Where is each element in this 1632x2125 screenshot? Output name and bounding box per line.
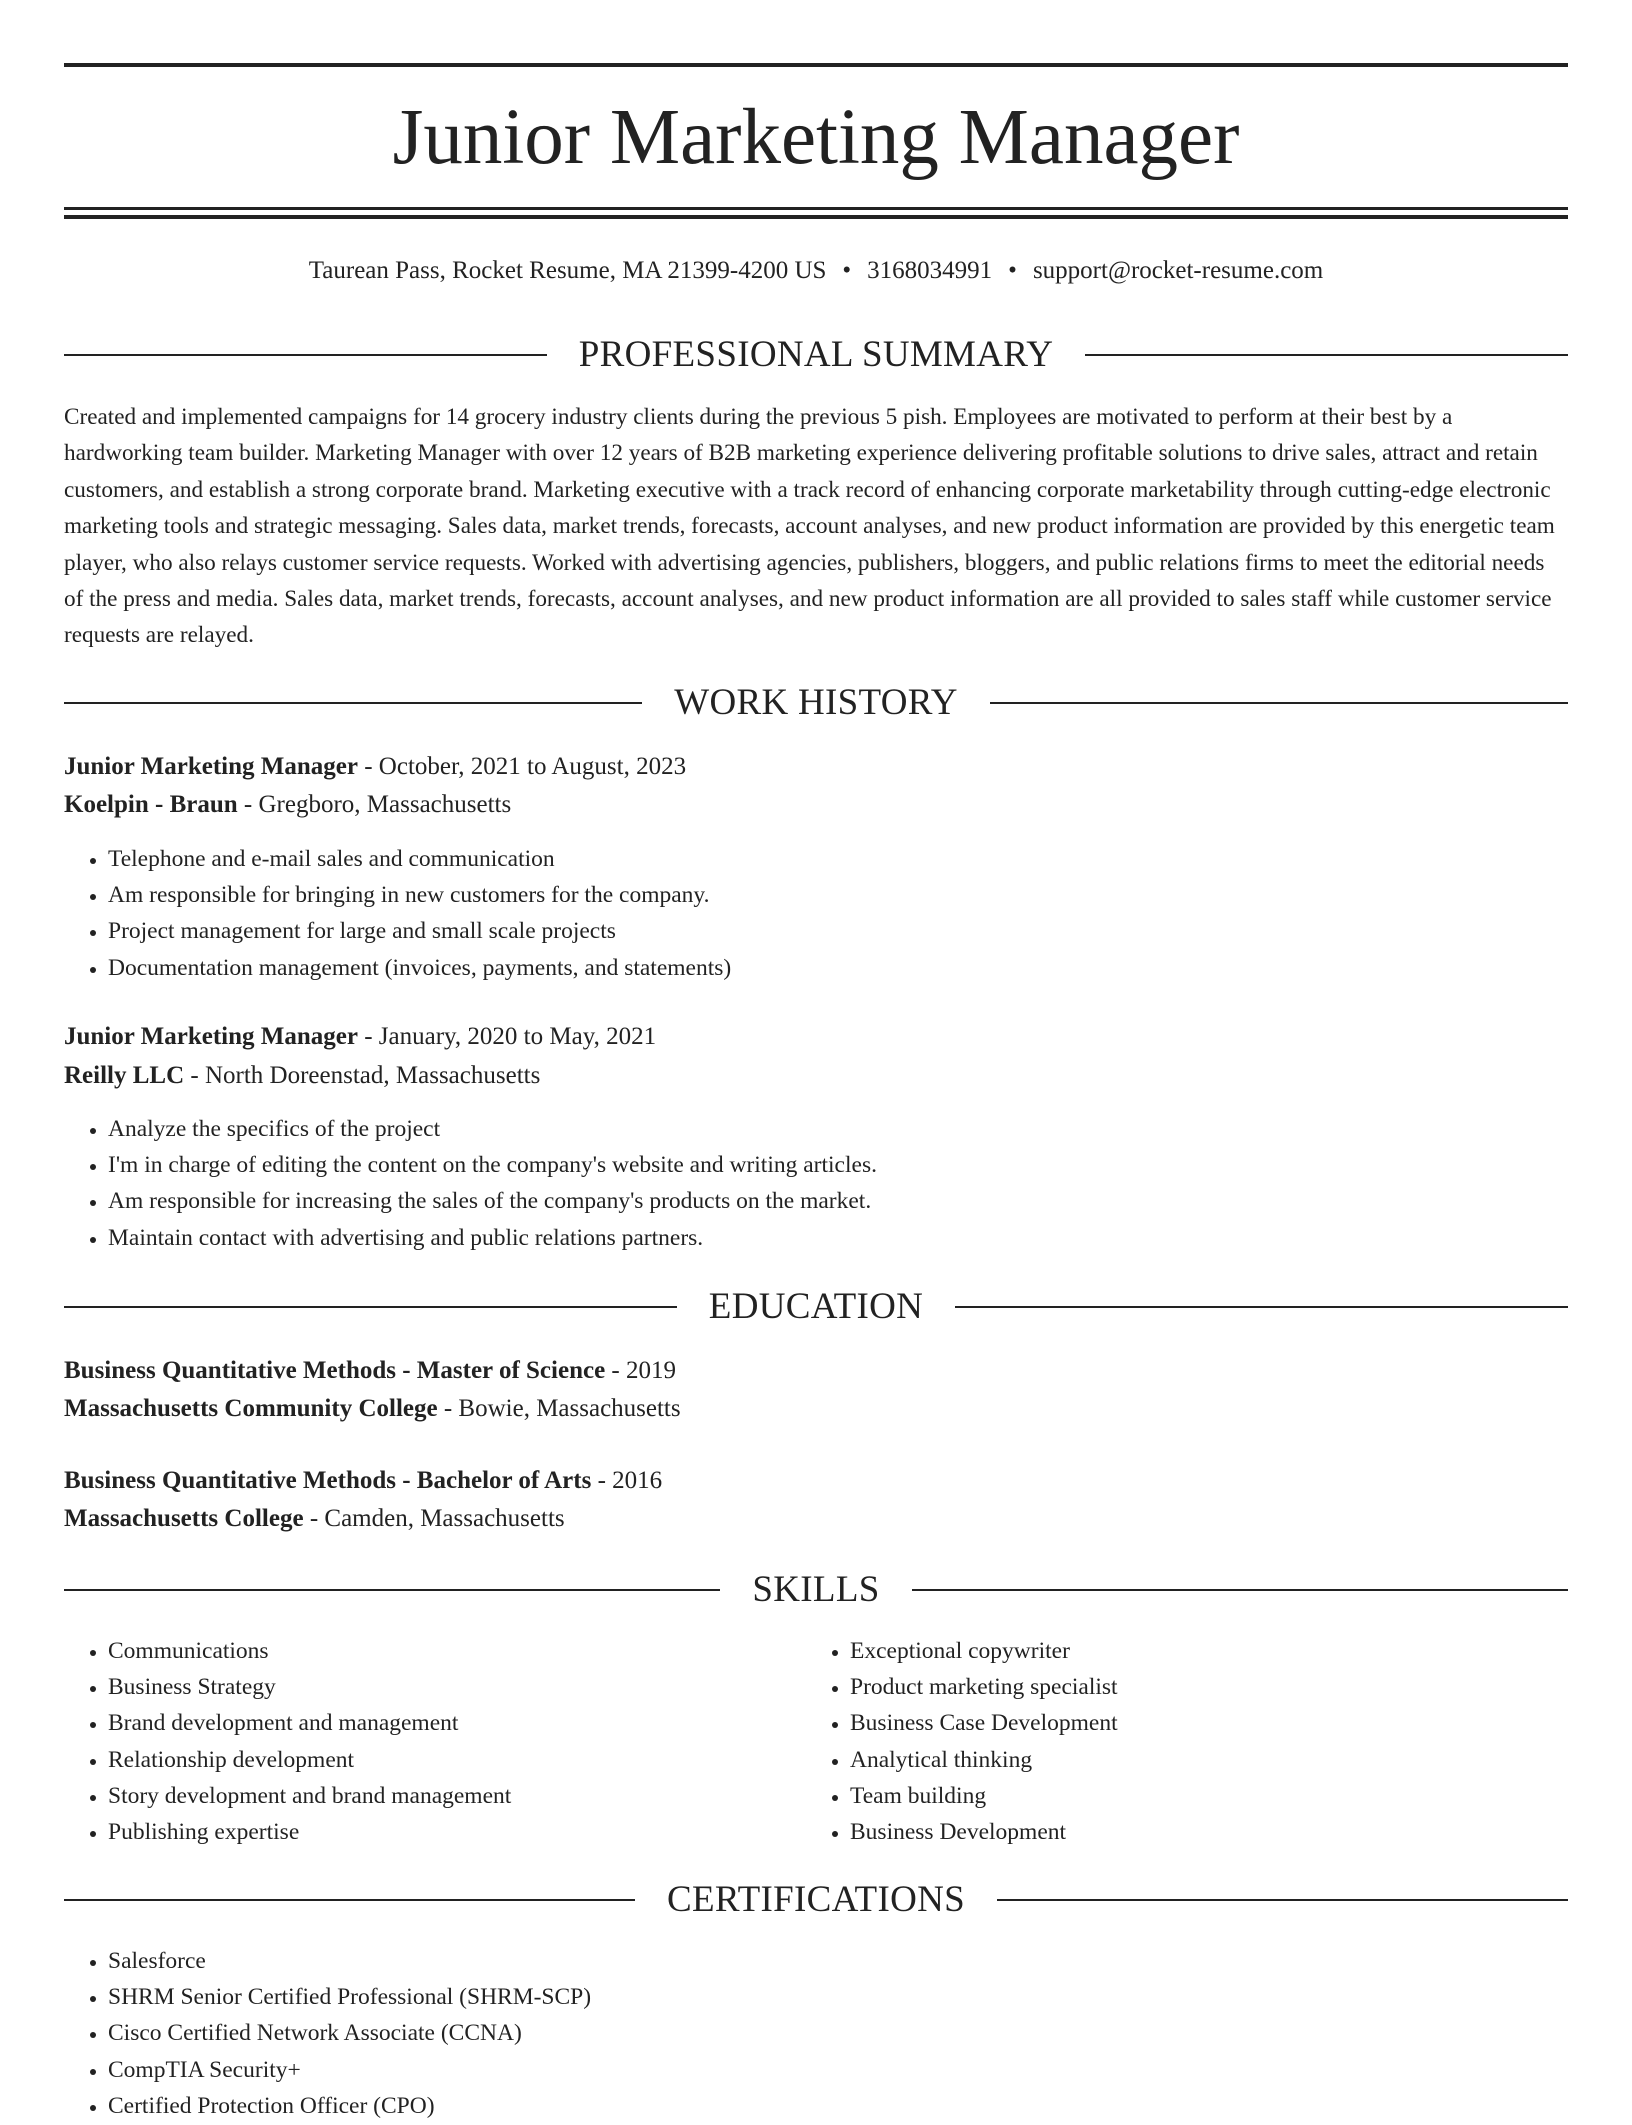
heading-rule-right [1085,354,1568,356]
heading-rule-right [997,1899,1568,1901]
education-school: Massachusetts Community College [64,1395,438,1422]
contact-separator: • [842,257,852,284]
heading-rule-left [64,1899,635,1901]
job-company-line [64,1057,540,1095]
list-item: • Salesforce [108,1943,591,1979]
heading-rule-right [912,1589,1568,1591]
section-heading-certifications [64,1878,1568,1922]
education-year: - 2016 [591,1467,663,1494]
list-item: • Communications [108,1633,511,1669]
job-title-line [64,1018,656,1056]
education-degree-line [64,1462,662,1500]
contact-address: Taurean Pass, Rocket Resume, MA 21399-4200 US [308,257,827,284]
education-school-line [64,1500,565,1538]
certifications-list [64,1943,591,2124]
job-location: - Gregboro, Massachusetts [237,791,512,818]
list-item: • Team building [850,1778,1118,1814]
list-item: • Publishing expertise [108,1814,511,1850]
education-school-line [64,1390,681,1428]
contact-phone: 3168034991 [867,257,993,284]
section-heading-skills [64,1568,1568,1612]
list-item: • Analyze the specifics of the project [108,1111,877,1147]
job-title-line [64,748,686,786]
list-item: • Certified Protection Officer (CPO) [108,2088,591,2124]
section-title-education: EDUCATION [708,1286,924,1327]
list-item: • Am responsible for bringing in new customers for the company. [108,877,731,913]
heading-rule-left [64,1589,720,1591]
job-dates: - October, 2021 to August, 2023 [357,753,687,780]
list-item: • Exceptional copywriter [850,1633,1118,1669]
list-item: • Documentation management (invoices, payments, and statements) [108,950,731,986]
heading-rule-left [64,1306,677,1308]
job-company: Reilly LLC [64,1062,185,1089]
contact-email: support@rocket-resume.com [1032,257,1324,284]
skills-list-left [64,1633,511,1850]
section-title-work: WORK HISTORY [674,682,958,723]
title-rule-upper [64,207,1568,210]
heading-rule-left [64,702,642,704]
education-degree: Business Quantitative Methods - Master of Science [64,1357,606,1384]
title-rule-lower [64,215,1568,219]
list-item: • Telephone and e-mail sales and communication [108,841,731,877]
list-item: • Business Case Development [850,1705,1118,1741]
skills-list-right [806,1633,1118,1850]
education-year: - 2019 [605,1357,676,1384]
section-title-certifications: CERTIFICATIONS [667,1879,965,1920]
job-company: Koelpin - Braun [64,791,238,818]
job-bullets [64,841,731,986]
education-degree-line [64,1352,676,1390]
list-item: • Maintain contact with advertising and public relations partners. [108,1220,877,1256]
top-rule [64,63,1568,67]
list-item: • Brand development and management [108,1705,511,1741]
list-item: • Business Strategy [108,1669,511,1705]
section-heading-education [64,1285,1568,1329]
list-item: • Analytical thinking [850,1742,1118,1778]
list-item: • SHRM Senior Certified Professional (SHRM-SCP) [108,1979,591,2015]
list-item: • Cisco Certified Network Associate (CCNA) [108,2015,591,2051]
section-title-skills: SKILLS [752,1569,880,1610]
education-degree: Business Quantitative Methods - Bachelor of Arts [64,1467,592,1494]
education-school: Massachusetts College [64,1505,304,1532]
list-item: • Product marketing specialist [850,1669,1118,1705]
list-item: • Story development and brand management [108,1778,511,1814]
list-item: • Business Development [850,1814,1118,1850]
section-heading-work [64,681,1568,725]
job-title: Junior Marketing Manager [64,753,358,780]
education-location: - Camden, Massachusetts [303,1505,565,1532]
job-dates: - January, 2020 to May, 2021 [357,1023,657,1050]
list-item: • CompTIA Security+ [108,2052,591,2088]
education-location: - Bowie, Massachusetts [437,1395,681,1422]
page-title: Junior Marketing Manager [392,94,1240,181]
contact-line [64,252,1568,290]
heading-rule-right [955,1306,1568,1308]
job-location: - North Doreenstad, Massachusetts [184,1062,541,1089]
summary-text: Created and implemented campaigns for 14 grocery industry clients during the previous 5 pish. Employees are motivated to perform at their best by a hardworking team builder. Marketing Manager with over 12 years of B2B marketing experience delivering profitable solutions to drive sales, attract and retain customers, and establish a strong corporate brand. Marketing executive with a track record of enhancing corporate marketability through cutting-edge electronic marketing tools and strategic messaging. Sales data, market trends, forecasts, account analyses, and new product information are provided by this energetic team player, who also relays customer service requests. Worked with advertising agencies, publishers, bloggers, and public relations firms to meet the editorial needs of the press and media. Sales data, market trends, forecasts, account analyses, and new product information are all provided to sales staff while customer service requests are relayed. [64,404,1555,649]
section-heading-summary [64,333,1568,377]
list-item: • Project management for large and small scale projects [108,913,731,949]
job-company-line [64,786,511,824]
contact-separator: • [1008,257,1017,284]
list-item: • Relationship development [108,1742,511,1778]
section-title-summary: PROFESSIONAL SUMMARY [578,334,1054,375]
heading-rule-right [990,702,1568,704]
heading-rule-left [64,354,547,356]
job-bullets [64,1111,877,1256]
job-title: Junior Marketing Manager [64,1023,358,1050]
list-item: • Am responsible for increasing the sales of the company's products on the market. [108,1183,877,1219]
list-item: • I'm in charge of editing the content on the company's website and writing articles. [108,1147,877,1183]
